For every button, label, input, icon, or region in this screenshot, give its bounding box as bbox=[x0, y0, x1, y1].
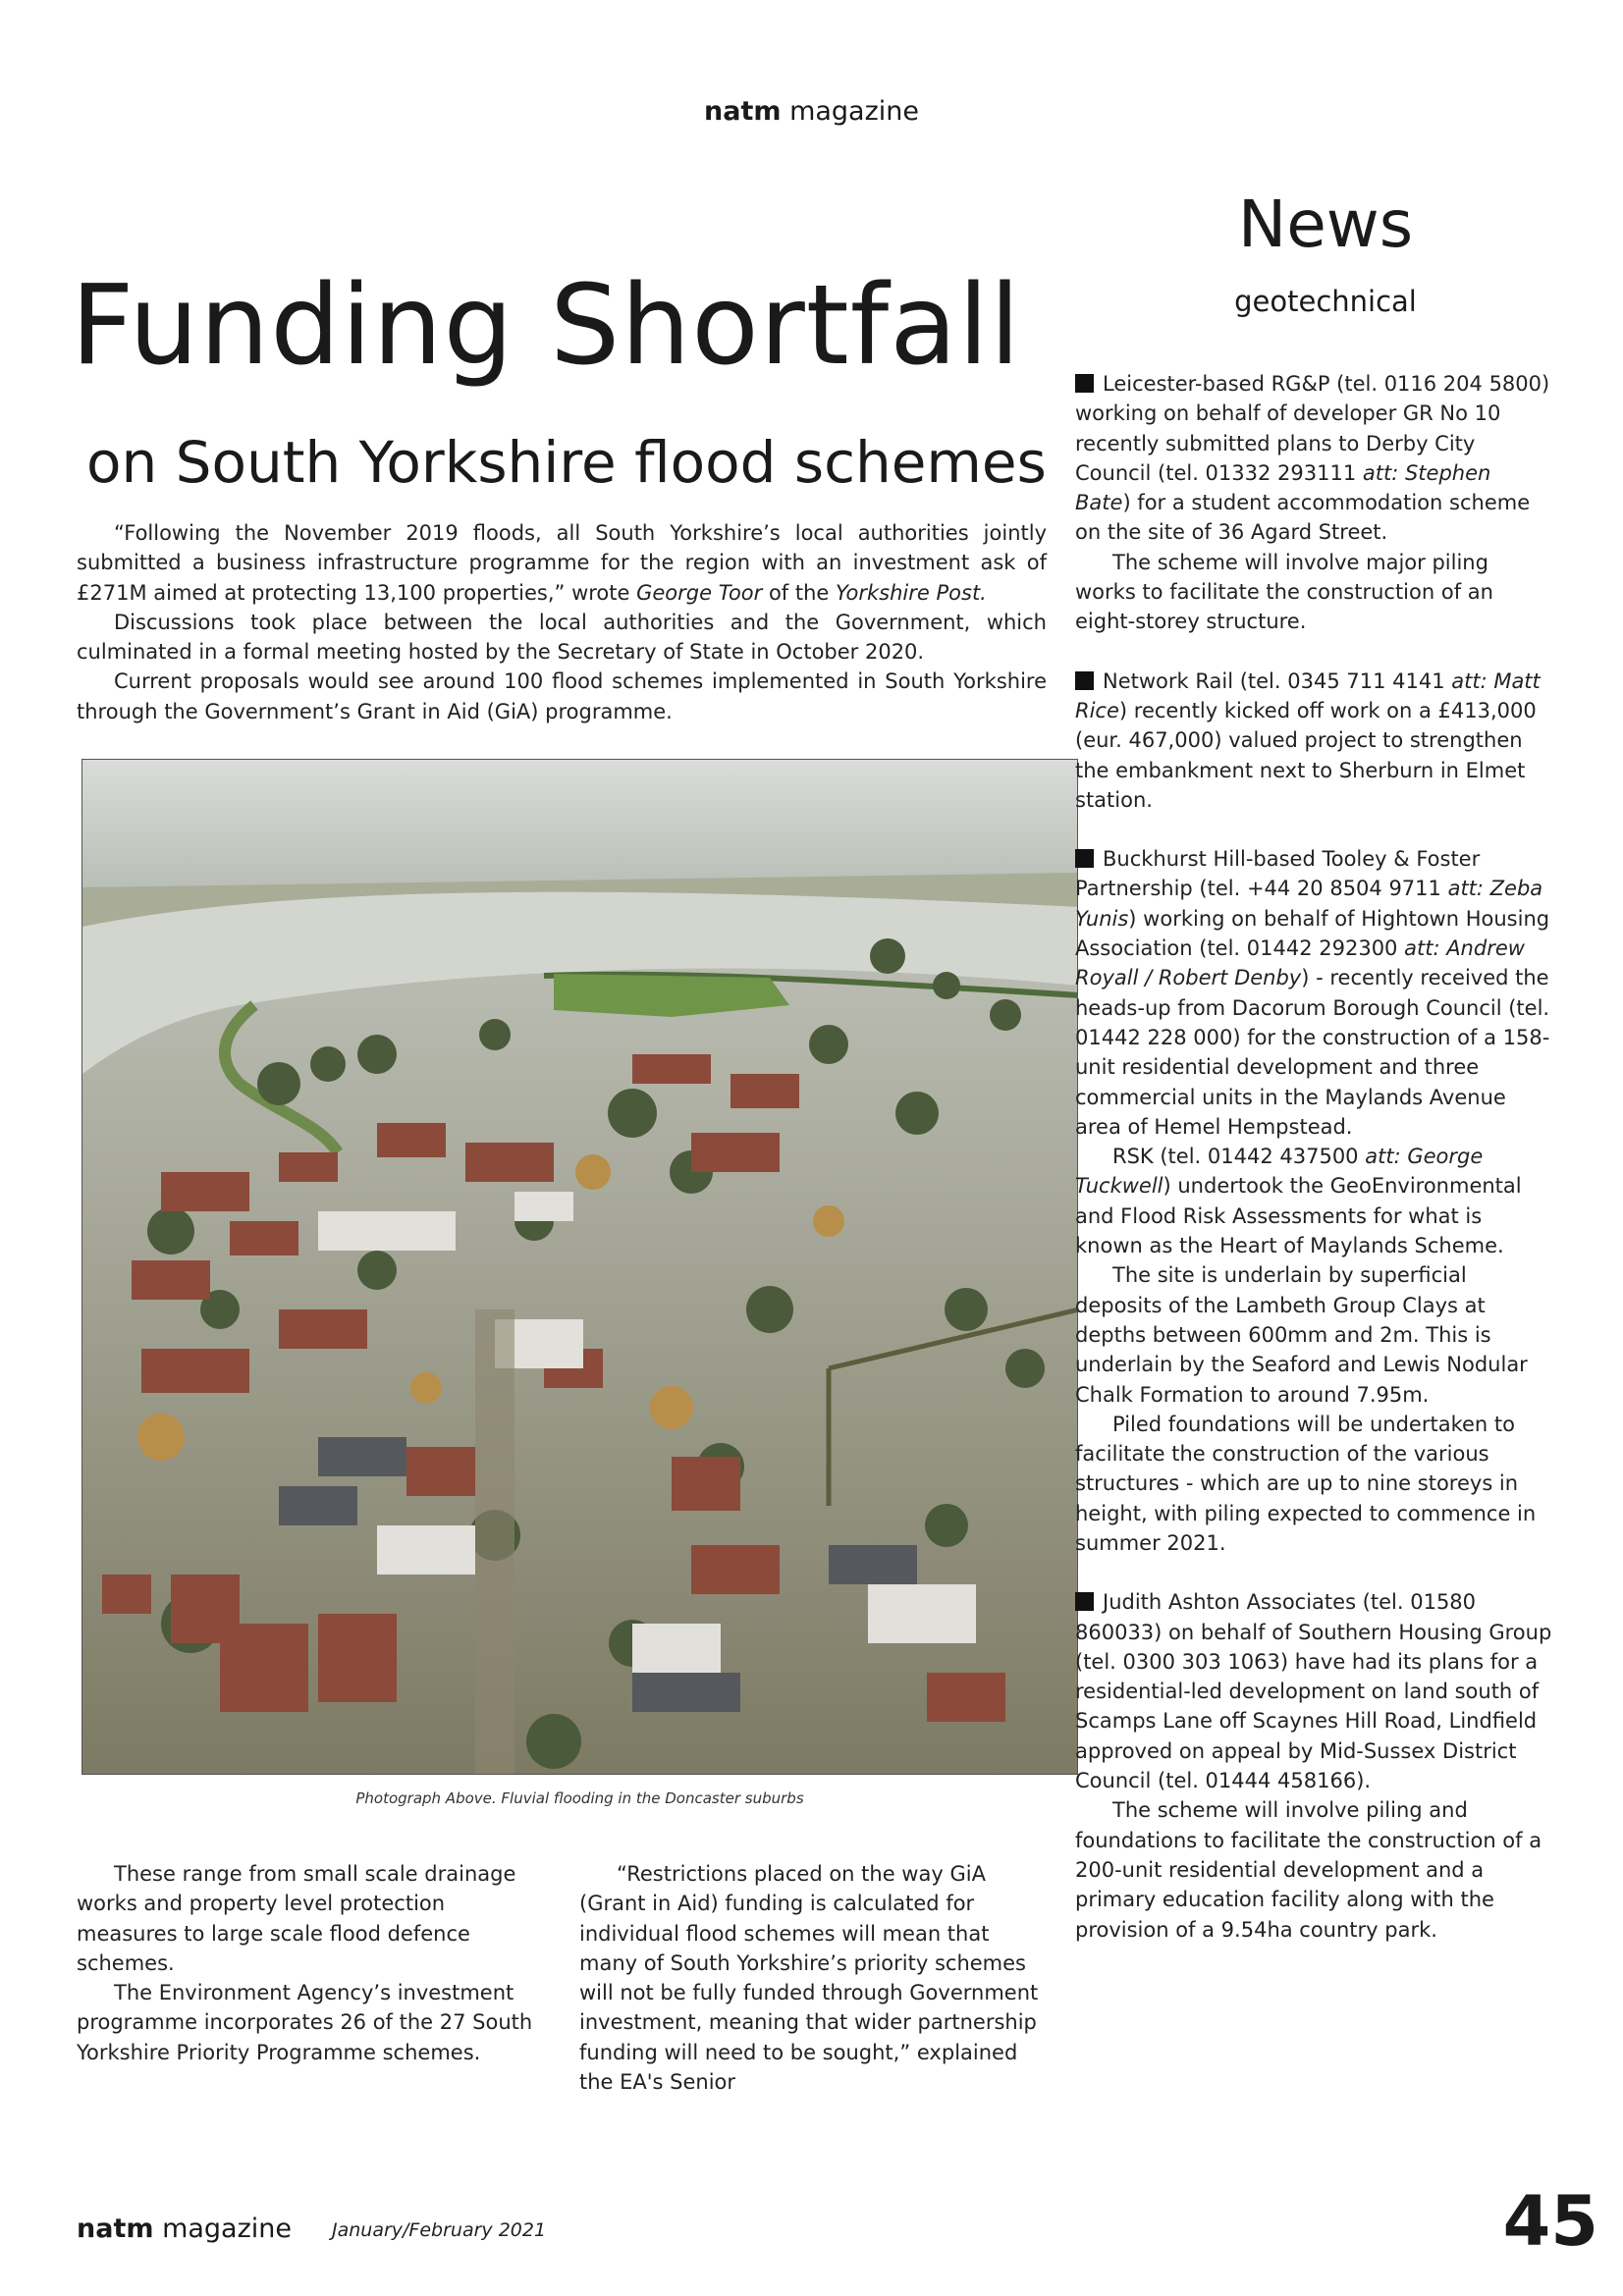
text-run: Discussions took place between the local authorities and the Government, which culminated in a formal meeting hosted by the Secretary of State in October 2020. bbox=[77, 610, 1047, 665]
article-subheadline: on South Yorkshire flood schemes bbox=[86, 429, 1047, 496]
bullet-square-icon bbox=[1075, 374, 1094, 393]
issue-date: January/February 2021 bbox=[332, 2219, 547, 2241]
page-number: 45 bbox=[1502, 2181, 1598, 2262]
paragraph bbox=[77, 1978, 548, 2067]
paragraph bbox=[1075, 844, 1552, 1142]
text-run: ) for a student accommodation scheme on the site of 36 Agard Street. bbox=[1075, 491, 1531, 545]
text-run: Current proposals would see around 100 flood schemes implemented in South Yorkshire through the Government’s Grant in Aid (GiA) programme. bbox=[77, 669, 1047, 723]
flood-aerial-image bbox=[82, 760, 1078, 1775]
paragraph bbox=[1075, 1587, 1552, 1795]
paragraph bbox=[1075, 369, 1552, 548]
footer-brand: natm bbox=[77, 2214, 154, 2244]
article-column-left bbox=[77, 1859, 548, 2067]
italic-text: att: Matt Rice bbox=[1075, 668, 1541, 722]
paragraph bbox=[579, 1859, 1049, 2097]
paragraph bbox=[77, 608, 1047, 667]
paragraph bbox=[1075, 1260, 1552, 1409]
italic-text: George Toor bbox=[636, 580, 763, 605]
text-run: ) working on behalf of Hightown Housing Association (tel. 01442 292300 bbox=[1075, 906, 1550, 961]
news-item bbox=[1075, 1587, 1552, 1945]
masthead-magazine: magazine bbox=[781, 96, 919, 127]
text-run: ) recently kicked off work on a £413,000 (eur. 467,000) valued project to strengthen the embankment next to Sherburn in Elmet station. bbox=[1075, 698, 1537, 812]
section-title: News bbox=[1237, 187, 1414, 262]
paragraph bbox=[77, 1859, 548, 1978]
text-run: Leicester-based RG&P (tel. 0116 204 5800) working on behalf of developer GR No 10 recently submitted plans to Derby City Council (tel. 01332 293111 bbox=[1075, 372, 1550, 485]
text-run: The scheme will involve major piling works to facilitate the construction of an eight-storey structure. bbox=[1075, 550, 1493, 634]
bullet-square-icon bbox=[1075, 849, 1094, 868]
paragraph bbox=[1075, 1795, 1552, 1944]
italic-text: att: Andrew Royall / Robert Denby bbox=[1075, 936, 1525, 990]
italic-text: att: Stephen Bate bbox=[1075, 460, 1491, 515]
italic-text: att: George Tuckwell bbox=[1075, 1145, 1484, 1199]
flood-photo bbox=[81, 759, 1078, 1775]
text-run: The Environment Agency’s investment programme incorporates 26 of the 27 South Yorkshire Priority Programme schemes. bbox=[77, 1981, 533, 2064]
paragraph bbox=[1075, 1142, 1552, 1260]
news-item bbox=[1075, 369, 1552, 637]
text-run: Network Rail (tel. 0345 711 4141 bbox=[1103, 668, 1452, 693]
text-run: of the bbox=[762, 580, 837, 605]
paragraph bbox=[1075, 667, 1552, 815]
paragraph bbox=[1075, 1410, 1552, 1558]
text-run: Piled foundations will be undertaken to facilitate the construction of the various structures - which are up to nine storeys in height, with piling expected to commence in summer 2021. bbox=[1075, 1412, 1537, 1555]
italic-text: Yorkshire Post. bbox=[836, 580, 987, 605]
italic-text: att: Zeba Yunis bbox=[1075, 877, 1543, 931]
footer-magazine: magazine bbox=[153, 2214, 292, 2244]
text-run: The scheme will involve piling and foundations to facilitate the construction of a 200-unit residential development and a primary education facility along with the provision of a 9.54ha country park. bbox=[1075, 1798, 1542, 1942]
section-subtitle: geotechnical bbox=[1234, 285, 1417, 318]
text-run: RSK (tel. 01442 437500 bbox=[1112, 1145, 1366, 1169]
text-run: These range from small scale drainage works and property level protection measures to large scale flood defence schemes. bbox=[77, 1862, 516, 1975]
paragraph bbox=[77, 518, 1047, 608]
text-run: “Following the November 2019 floods, all South Yorkshire’s local authorities jointly submitted a business infrastructure programme for the region with an investment ask of £271M aimed at protecting 13,100 properties,” wrote bbox=[77, 521, 1047, 605]
bullet-square-icon bbox=[1075, 671, 1094, 690]
text-run: Judith Ashton Associates (tel. 01580 860033) on behalf of Southern Housing Group (tel. 0300 303 1063) have had its plans for a residential-led development on land south of Scamps Lane off Scaynes Hill Road, Lindfield approved on appeal by Mid-Sussex District Council (tel. 01444 458166). bbox=[1075, 1590, 1552, 1793]
masthead-brand: natm bbox=[704, 96, 782, 127]
footer-masthead bbox=[77, 2214, 292, 2244]
news-items-column bbox=[1075, 369, 1552, 1974]
photo-caption: Photograph Above. Fluvial flooding in the Doncaster suburbs bbox=[355, 1789, 804, 1807]
article-headline: Funding Shortfall bbox=[71, 262, 1022, 390]
article-column-middle bbox=[579, 1859, 1049, 2097]
bullet-square-icon bbox=[1075, 1592, 1094, 1611]
news-item bbox=[1075, 667, 1552, 815]
news-item bbox=[1075, 844, 1552, 1558]
masthead bbox=[0, 96, 1623, 127]
text-run: Buckhurst Hill-based Tooley & Foster Partnership (tel. +44 20 8504 9711 bbox=[1075, 847, 1481, 901]
text-run: “Restrictions placed on the way GiA (Grant in Aid) funding is calculated for individual flood schemes will mean that many of South Yorkshire’s priority schemes will not be fully funded through Government investment, meaning that wider partnership funding will need to be sought,” explained the EA's Senior bbox=[579, 1862, 1039, 2095]
paragraph bbox=[1075, 548, 1552, 637]
paragraph bbox=[77, 667, 1047, 726]
article-intro bbox=[77, 518, 1047, 726]
text-run: The site is underlain by superficial deposits of the Lambeth Group Clays at depths between 600mm and 2m. This is underlain by the Seaford and Lewis Nodular Chalk Formation to around 7.95m. bbox=[1075, 1263, 1528, 1407]
text-run: ) undertook the GeoEnvironmental and Flood Risk Assessments for what is known as the Heart of Maylands Scheme. bbox=[1075, 1174, 1522, 1258]
text-run: ) - recently received the heads-up from Dacorum Borough Council (tel. 01442 228 000) for the construction of a 158-unit residential development and three commercial units in the Maylands Avenue area of Hemel Hempstead. bbox=[1075, 966, 1550, 1139]
